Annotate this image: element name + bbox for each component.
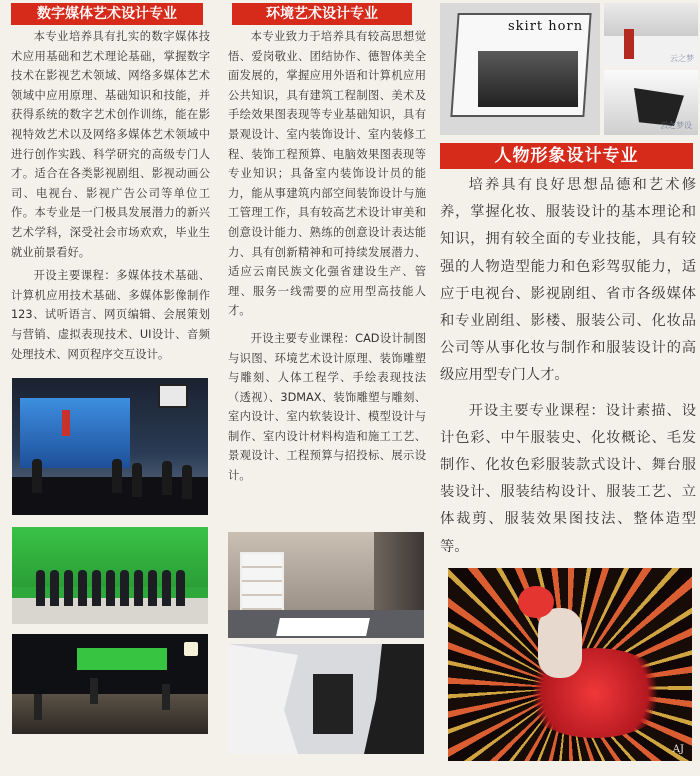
section-title-image-design: 人物形象设计专业 <box>440 143 693 169</box>
photo-showroom-bottom <box>604 70 698 135</box>
store-sign: skirt horn <box>508 19 584 34</box>
photo-green-screen-group <box>12 527 208 624</box>
signature: AJ <box>672 744 684 755</box>
photo-skirt-horn-store <box>440 3 600 135</box>
paragraph-intro: 培养具有良好思想品德和艺术修养，掌握化妆、服装设计的基本理论和知识，拥有较全面的专业技能，具有较强的人物造型能力和色彩驾驭能力，适应于电视台、影视剧组、省市各级媒体和专业剧组、影楼、服装公司、化妆品公司等从事化妆与制作和服装设计的高级应用型专门人才。 <box>440 177 696 384</box>
section-body-environment-art <box>228 27 426 486</box>
photo-showroom-top <box>604 3 698 66</box>
photo-night-set <box>12 634 208 734</box>
section-body-image-design <box>440 172 696 561</box>
paragraph-courses: 开设主要专业课程：CAD设计制图与识图、环境艺术设计原理、装饰雕塑与雕刻、人体工程学、手绘表现技法（透视）、3DMAX、装饰雕塑与雕刻、室内设计、室内软装设计、模型设计与制作、室内设计材料构造和施工工艺、景观设计、工程预算与招投标、展示设计。 <box>228 331 426 483</box>
paragraph-courses: 开设主要课程：多媒体技术基础、计算机应用技术基础、多媒体影像制作123、试听语言、网页编辑、会展策划与营销、虚拟表现技术、UI设计、音频处理技术、网页程序交互设计。 <box>11 269 210 361</box>
photo-office-interior <box>228 532 424 638</box>
watermark-top: 云之梦 <box>670 54 694 63</box>
watermark-mid: 云之梦设 <box>660 121 692 130</box>
paragraph-intro: 本专业致力于培养具有较高思想觉悟、爱岗敬业、团结协作、德智体美全面发展的，掌握应用外语和计算机应用公共知识，具有建筑工程制图、美术及手绘效果图表现等专业基础知识，具有景观设计、室内装饰设计、室内装修工程、装饰工程预算、电脑效果图表现等专业知识；具备室内装饰设计员的能力，能从事建筑内部空间装饰设计与施工管理工作，具有较高艺术设计审美和创意设计能力、熟练的创意设计表达能力、具有创新精神和可持续发展潜力、适应云南民族文化强省建设生产、管理、服务一线需要的应用型高技能人才。 <box>228 30 426 318</box>
photo-studio-shoot <box>12 378 208 515</box>
paragraph-courses: 开设主要专业课程：设计素描、设计色彩、中午服装史、化妆概论、毛发制作、化妆色彩服装款式设计、舞台服装设计、服装结构设计、服装工艺、立体裁剪、服装效果图技法、整体造型等。 <box>440 402 696 555</box>
section-title-environment-art: 环境艺术设计专业 <box>232 3 412 25</box>
section-body-digital-media <box>11 27 210 364</box>
section-title-digital-media: 数字媒体艺术设计专业 <box>11 3 203 25</box>
paragraph-intro: 本专业培养具有扎实的数字媒体技术应用基础和艺术理论基础，掌握数字技术在影视艺术领域、网络多媒体艺术领域中应用原理、基础知识和技能，并获得系统的数字艺术创作训练，能在影视特效艺术以及网络多媒体艺术领域中进行创作实践、科学研究的高级专门人才。适合在各类影视剧组、影视动画公司、电视台、影视广告公司等单位工作。本专业是一门极具发展潜力的新兴艺术学科，深受社会市场欢欢，毕业生就业前景看好。 <box>11 30 210 259</box>
photo-geometric-interior <box>228 644 424 754</box>
photo-dancer-red-tutu <box>448 568 692 761</box>
